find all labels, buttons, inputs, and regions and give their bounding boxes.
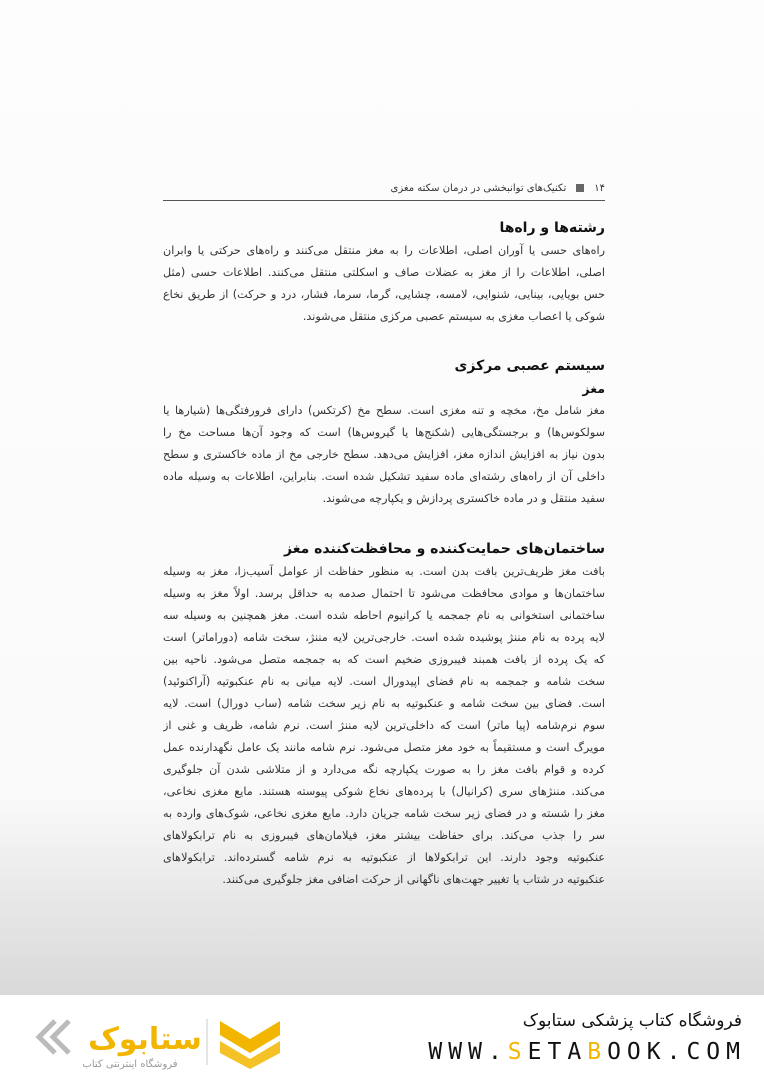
page-number: ۱۴ [594, 182, 605, 194]
text-line: است. فضای بین سخت شامه و عنکبوتیه به نام زیر سخت شامه (ساب دورال) است. لایه [163, 697, 605, 710]
text-line: حس بویایی، بینایی، شنوایی، لامسه، چشایی، گرما، سرما، فشار، درد و حرکت) از طریق نخاع [163, 288, 605, 301]
text-line: داخلی آن از راه‌های رشته‌ای ماده سفید تشکیل شده است. بنابراین، اطلاعات به وسیله ماده [163, 470, 605, 483]
text-line: سر را جذب می‌کند. برای حفاظت بیشتر مغز، فیلامان‌های فیبروزی به نام ترابکولاهای [163, 829, 605, 842]
text-line: عنکبوتیه وجود دارند. این ترابکولاها از عنکبوتیه به نرم شامه گسترده‌اند. ترابکولاهای [163, 851, 605, 864]
square-bullet-icon [576, 184, 584, 192]
text-line: که یک پرده از بافت همبند فیبروزی ضخیم است که به جمجمه متصل می‌شود. ناحیه بین [163, 653, 605, 666]
text-line: سخت شامه و جمجمه به نام فضای اپیدورال است. لایه میانی به نام عنکبوتیه (آراکنوئید) [163, 675, 605, 688]
text-line: راه‌های حسی یا آوران اصلی، اطلاعات را به مغز منتقل می‌کنند و راه‌های حرکتی یا وابران [163, 244, 605, 257]
header-rule [163, 200, 605, 201]
text-line: لایه پرده به نام مننژ پوشیده شده است. خارجی‌ترین لایه مننژ، سخت شامه (دوراماتر) است [163, 631, 605, 644]
store-name: فروشگاه کتاب پزشکی ستابوک [522, 1011, 742, 1031]
url-part: WWW. [428, 1039, 508, 1065]
text-line: عنکبوتیه در شتاب یا تغییر جهت‌های ناگهانی از حرکت اضافی مغز جلوگیری می‌کنند. [222, 873, 605, 886]
section-heading: سیستم عصبی مرکزی [454, 358, 605, 374]
text-line: مویرگ است و مستقیماً به خود مغز متصل می‌شود. نرم شامه مانند یک عامل نگهدارنده عمل [163, 741, 605, 754]
text-line: سوم نرم‌شامه (پیا ماتر) است که داخلی‌ترین لایه مننژ است. نرم شامه، ظریف و غنی از [163, 719, 605, 732]
section-cns [163, 354, 605, 510]
logo-tagline: فروشگاه اینترنتی کتاب [82, 1059, 178, 1070]
text-line: سولکوس‌ها) و برجستگی‌هایی (شکنج‌ها یا گیروس‌ها) است که وجود آن‌ها مساحت مخ را [163, 426, 605, 439]
text-line: اصلی، اطلاعات را از مغز به عضلات صاف و اسکلتی منتقل می‌کنند. اطلاعات حسی (مثل [163, 266, 605, 279]
running-header [163, 178, 605, 198]
section-heading: رشته‌ها و راه‌ها [499, 220, 605, 236]
text-line: بافت مغز ظریف‌ترین بافت بدن است. به منظور حفاظت از عوامل آسیب‌زا، مغز به وسیله [163, 565, 605, 578]
section-tracts [163, 216, 605, 328]
text-line: بدون نیاز به افزایش اندازه مغز، افزایش می‌دهد. سطح خارجی مخ از ماده خاکستری و سطح [163, 448, 605, 461]
text-line: سفید منتقل و در ماده خاکستری پردازش و یکپارچه می‌شوند. [322, 492, 605, 505]
store-banner [0, 995, 764, 1080]
text-line: مغز شامل مخ، مخچه و تنه مغزی است. سطح مخ (کرتکس) دارای فرورفتگی‌ها (شیارها یا [163, 404, 605, 417]
text-line: مغز را شسته و در فضای زیر سخت شامه جریان دارد. مایع مغزی نخاعی، شوک‌های وارده به [163, 807, 605, 820]
url-part: ETA [527, 1039, 588, 1065]
text-line: شوکی یا اعصاب مغزی به سیستم عصبی مرکزی منتقل می‌شوند. [302, 310, 605, 323]
text-line: ساختمان‌ها و موادی محافظت می‌شود تا احتمال صدمه به حداقل برسد. اولاً مغز به وسیله [163, 587, 605, 600]
text-line: ساختمانی استخوانی به نام جمجمه یا کرانیوم احاطه شده است. مغز همچنین به وسیله سه [163, 609, 605, 622]
url-part: S [507, 1039, 528, 1065]
text-line: کرده و قوام بافت مغز را به صورت یکپارچه نگه می‌دارد و از متلاشی شدن آن جلوگیری [163, 763, 605, 776]
store-url[interactable] [428, 1039, 746, 1065]
logo-text: ستابوک [88, 1022, 202, 1057]
running-title: تکنیک‌های توانبخشی در درمان سکته مغزی [390, 182, 567, 194]
section-heading: ساختمان‌های حمایت‌کننده و محافظت‌کننده مغز [284, 541, 605, 557]
subsection-heading: مغز [582, 381, 605, 396]
url-part: OOK.COM [607, 1039, 746, 1065]
section-protective-structures [163, 537, 605, 891]
url-part: B [587, 1039, 608, 1065]
text-line: می‌کند. مننژهای سری (کرانیال) با پرده‌های نخاع شوکی پیوسته هستند. مایع مغزی نخاعی، [163, 785, 605, 798]
setabook-logo [25, 1009, 295, 1071]
